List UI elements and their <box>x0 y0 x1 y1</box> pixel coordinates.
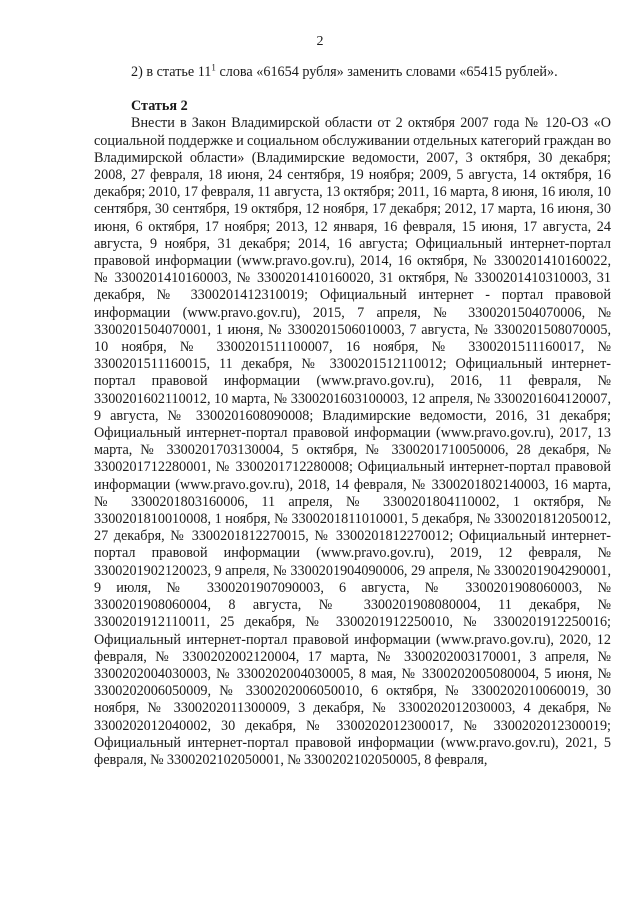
page-number: 2 <box>316 34 324 49</box>
document-body <box>94 64 611 769</box>
article-body: Внести в Закон Владимирской области от 2 октября 2007 года № 120-ОЗ «О социальной поддержке и социальном обслуживании отдельных категорий граждан во Владимирской области» (Владимирские ведомости, 2007, 3 октября, 30 декабря; 2008, 27 февраля, 18 июня, 24 сентября, 19 ноября; 2009, 5 августа, 14 октября, 16 декабря; 2010, 17 февраля, 11 августа, 13 октября; 2011, 16 марта, 8 июня, 16 июля, 10 сентября, 30 сентября, 19 октября, 12 ноября, 17 декабря; 2012, 17 марта, 16 июня, 30 июня, 6 октября, 17 ноября; 2013, 12 января, 16 февраля, 15 июня, 17 августа, 24 августа, 9 ноября, 31 декабря; 2014, 16 августа; Официальный интернет-портал правовой информации (www.pravo.gov.ru), 2014, 16 октября, № 3300201410160022, № 3300201410160003, № 3300201410160020, 31 октября, № 3300201410310003, 31 декабря, № 3300201412310019; Официальный интернет - портал правовой информации (www.pravo.gov.ru), 2015, 7 апреля, № 3300201504070006, № 3300201504070001, 1 июня, № 3300201506010003, 7 августа, № 3300201508070005, 10 ноября, № 3300201511100007, 16 ноября, № 3300201511160017, № 3300201511160015, 11 декабря, № 3300201512110012; Официальный интернет-портал правовой информации (www.pravo.gov.ru), 2016, 11 февраля, № 3300201602110012, 10 марта, № 3300201603100003, 12 апреля, № 3300201604120007, 9 августа, № 3300201608090008; Владимирские ведомости, 2016, 31 декабря; Официальный интернет-портал правовой информации (www.pravo.gov.ru), 2017, 13 марта, № 3300201703130004, 5 октября, № 3300201710050006, 28 декабря, № 3300201712280001, № 3300201712280008; Официальный интернет-портал правовой информации (www.pravo.gov.ru), 2018, 14 февраля, № 3300201802140003, 16 марта, № 3300201803160006, 11 апреля, № 3300201804110002, 1 октября, № 3300201810010008, 1 ноября, № 3300201811010001, 5 декабря, № 3300201812050012, 27 декабря, № 3300201812270015, № 3300201812270012; Официальный интернет-портал правовой информации (www.pravo.gov.ru), 2019, 12 февраля, № 3300201902120023, 9 апреля, № 3300201904090006, 29 апреля, № 3300201904290001, 9 июля, № 3300201907090003, 6 августа, № 3300201908060003, № 3300201908060004, 8 августа, № 3300201908080004, 11 декабря, № 3300201912110011, 25 декабря, № 3300201912250010, № 3300201912250016; Официальный интернет-портал правовой информации (www.pravo.gov.ru), 2020, 12 февраля, № 3300202002120004, 17 марта, № 3300202003170001, 3 апреля, № 3300202004030003, № 3300202004030005, 8 мая, № 3300202005080004, 5 июня, № 3300202006050009, № 3300202006050010, 6 октября, № 3300202010060019, 30 ноября, № 3300202011300009, 3 декабря, № 3300202012030003, 4 декабря, № 3300202012040002, 30 декабря, № 3300202012300017, № 3300202012300019; Официальный интернет-портал правовой информации (www.pravo.gov.ru), 2021, 5 февраля, № 3300202102050001, № 3300202102050005, 8 февраля, <box>94 115 611 768</box>
article-superscript: 1 <box>211 62 216 73</box>
amendment-item-2 <box>94 64 611 81</box>
article-heading: Статья 2 <box>131 98 188 115</box>
amendment-item-2-text-end: слова «61654 рубля» заменить словами «65415 рублей». <box>215 64 558 80</box>
amendment-item-2-text: 2) в статье 11 <box>131 64 212 80</box>
